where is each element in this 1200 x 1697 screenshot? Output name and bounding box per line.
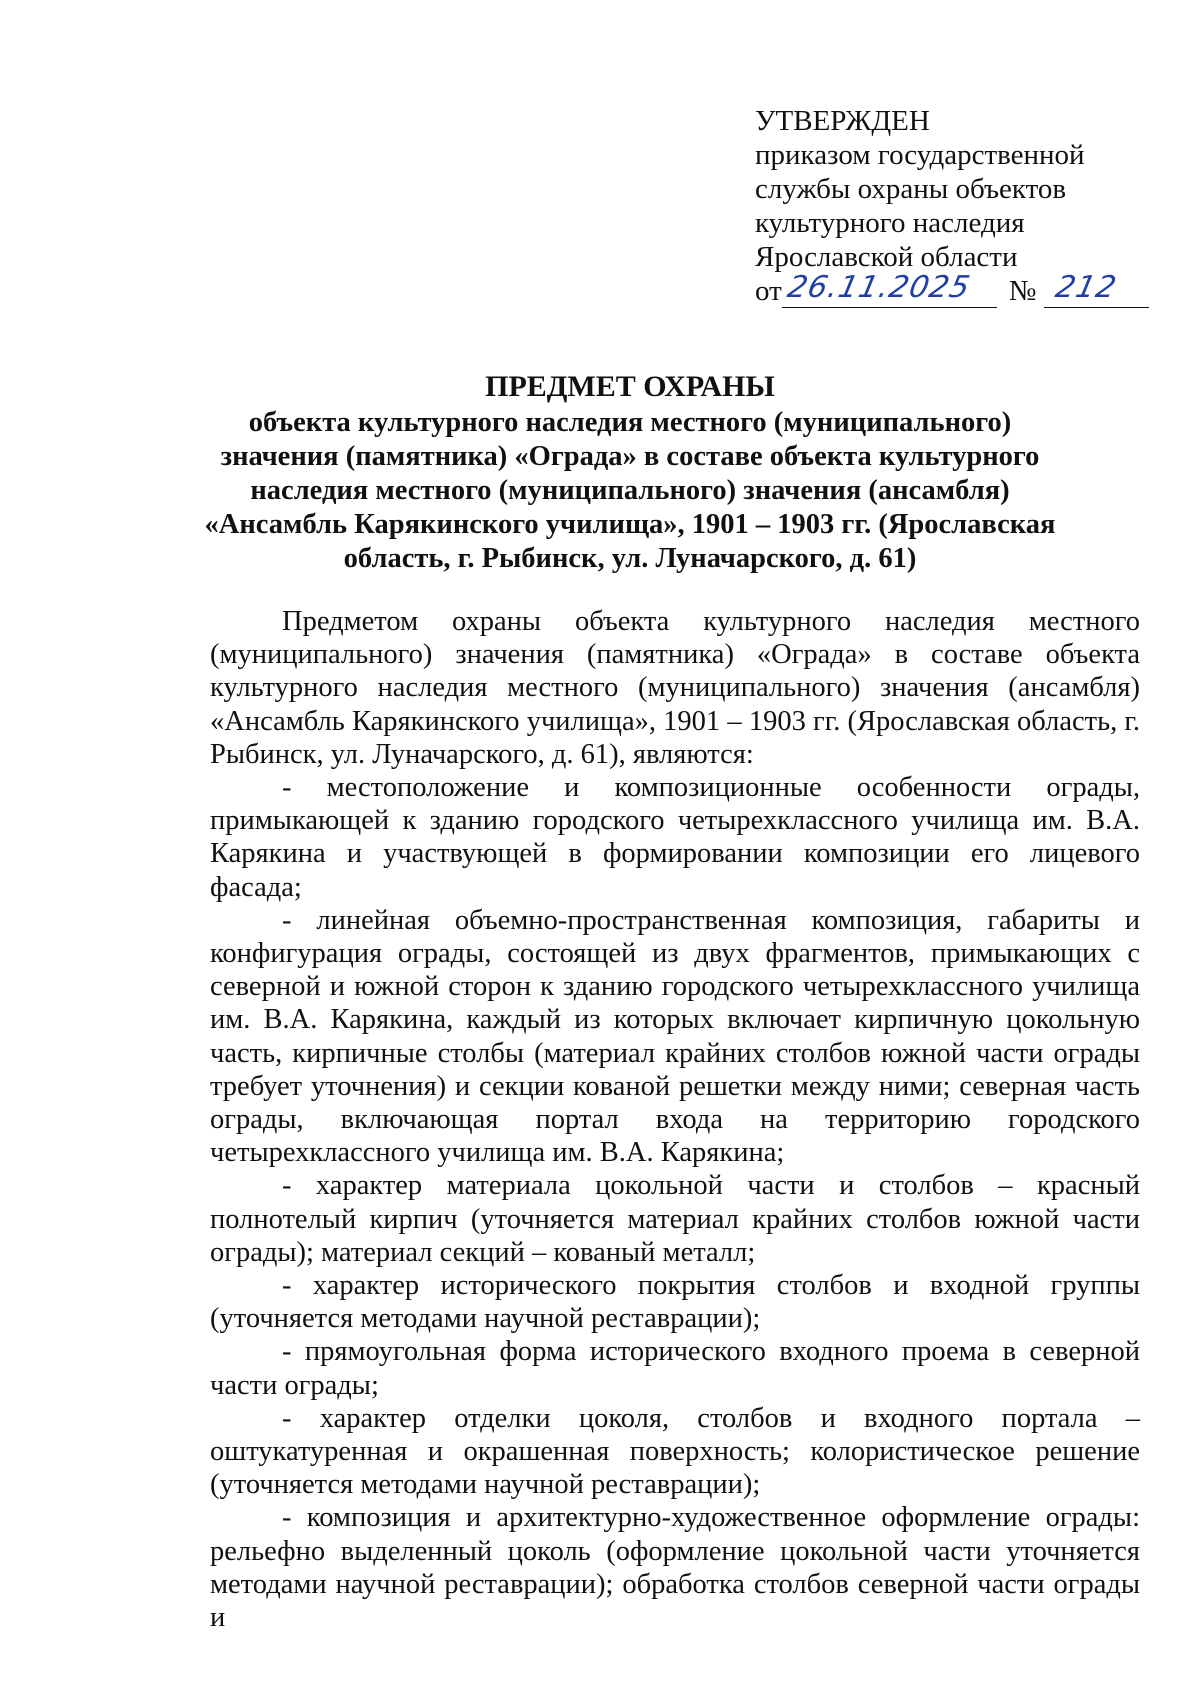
list-item: - характер материала цокольной части и столбов – красный полнотелый кирпич (уточняется материал крайних столбов южной части ограды); материал секций – кованый металл;	[210, 1170, 1140, 1268]
approval-line: приказом государственной	[755, 139, 1085, 171]
list-item: - линейная объемно-пространственная композиция, габариты и конфигурация ограды, состоящей из двух фрагментов, примыкающих с северной и южной сторон к зданию городского четырехклассного училища им. В.А. Карякина, каждый из которых включает кирпичную цокольную часть, кирпичные столбы (материал крайних столбов южной части ограды требует уточнения) и секции кованой решетки между ними; северная часть ограды, включающая портал входа на территорию городского четырехклассного училища им. В.А. Карякина;	[210, 904, 1140, 1169]
approval-block	[755, 104, 1155, 308]
number-sign: №	[1008, 275, 1037, 307]
list-item: - прямоугольная форма исторического входного проема в северной части ограды;	[210, 1336, 1140, 1401]
number-blank	[1044, 270, 1149, 308]
document-title	[195, 370, 1065, 576]
title-main: ПРЕДМЕТ ОХРАНЫ	[485, 370, 775, 403]
order-date-number-line	[755, 270, 1155, 308]
approval-line: культурного наследия	[755, 207, 1025, 239]
document-body	[210, 605, 1140, 1634]
approval-line: Ярославской области	[755, 241, 1018, 273]
list-item: - характер отделки цоколя, столбов и входного портала – оштукатуренная и окрашенная поверхность; колористическое решение (уточняется методами научной реставрации);	[210, 1402, 1140, 1501]
intro-paragraph: Предметом охраны объекта культурного наследия местного (муниципального) значения (памятника) «Ограда» в составе объекта культурного наследия местного (муниципального) значения (ансамбля) «Ансамбль Карякинского училища», 1901 – 1903 гг. (Ярославская область, г. Рыбинск, ул. Луначарского, д. 61), являются:	[210, 606, 1140, 770]
list-item: - композиция и архитектурно-художественное оформление ограды: рельефно выделенный цоколь (оформление цокольной части уточняется методами научной реставрации); обработка столбов северной части ограды и	[210, 1502, 1140, 1634]
handwritten-number: 212	[1052, 270, 1121, 305]
title-subtitle: объекта культурного наследия местного (муниципального) значения (памятника) «Ограда» в составе объекта культурного наследия местного (муниципального) значения (ансамбля) «Ансамбль Карякинского училища», 1901 – 1903 гг. (Ярославская область, г. Рыбинск, ул. Луначарского, д. 61)	[204, 407, 1056, 574]
approval-heading: УТВЕРЖДЕН	[755, 105, 930, 137]
date-blank	[782, 270, 997, 308]
from-label: от	[755, 275, 782, 307]
list-item: - характер исторического покрытия столбов и входной группы (уточняется методами научной реставрации);	[210, 1270, 1140, 1335]
list-item: - местоположение и композиционные особенности ограды, примыкающей к зданию городского четырехклассного училища им. В.А. Карякина и участвующей в формировании композиции его лицевого фасада;	[210, 772, 1140, 903]
approval-line: службы охраны объектов	[755, 173, 1067, 205]
handwritten-date: 26.11.2025	[784, 270, 974, 305]
